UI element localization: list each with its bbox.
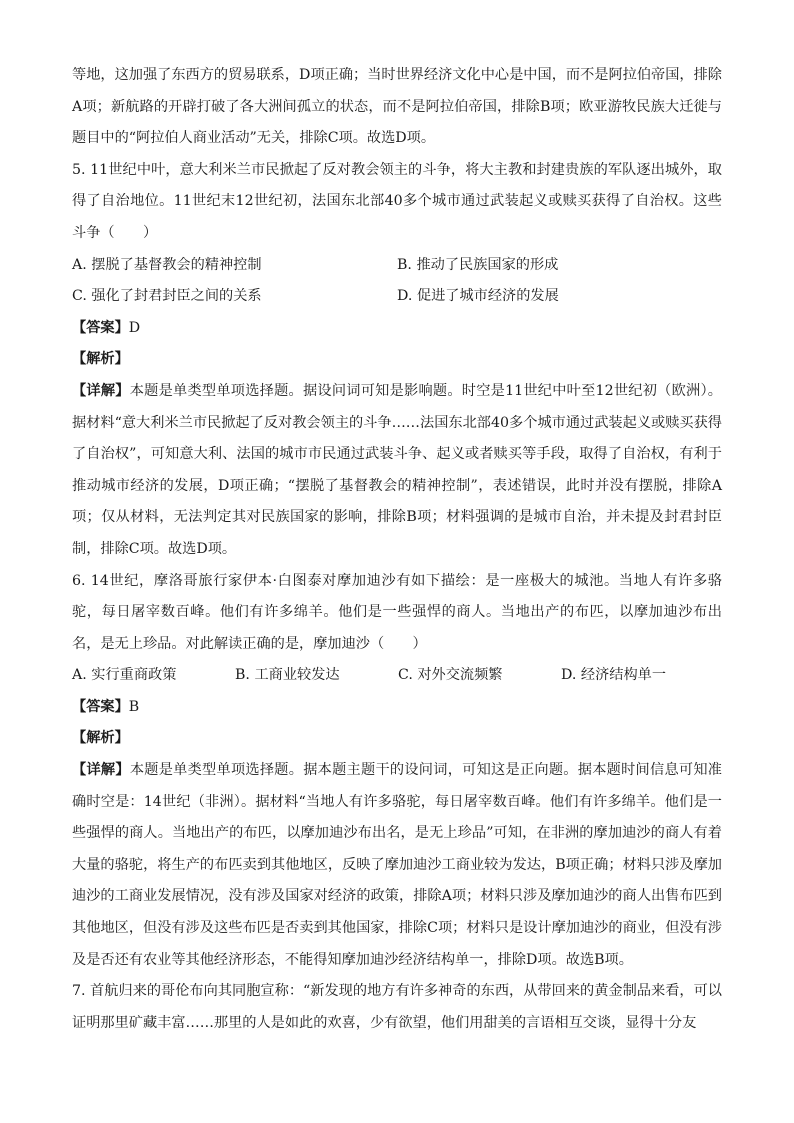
question-5-analysis-heading — [72, 344, 722, 376]
answer-value: D — [128, 319, 141, 336]
answer-value: B — [128, 698, 140, 715]
question-5-option-d[interactable]: D. 促进了城市经济的发展 — [397, 288, 559, 305]
question-5-option-c[interactable]: C. 强化了封君封臣之间的关系 — [72, 288, 262, 305]
detail-tag: 【详解】 — [72, 762, 130, 779]
detail-text: 本题是单类型单项选择题。据本题主题干的设问词，可知这是正向题。据本题时间信息可知准确时空是：14世纪（非洲）。据材料“当地人有许多骆驼，每日屠宰数百峰。他们有许多绵羊。他们是一些强悍的商人。当地出产的布匹，以摩加迪沙布出名，是无上珍品”可知，在非洲的摩加迪沙的商人有着大量的骆驼，将生产的布匹卖到其他地区，反映了摩加迪沙工商业较为发达，B项正确；材料只涉及摩加迪沙的工商业发展情况，没有涉及国家对经济的政策，排除A项；材料只涉及摩加迪沙的商人出售布匹到其他地区，但没有涉及这些布匹是否卖到其他国家，排除C项；材料只是设计摩加迪沙的商业，但没有涉及是否还有农业等其他经济形态，不能得知摩加迪沙经济结构单一，排除D项。故选B项。 — [72, 762, 722, 968]
question-6-option-a[interactable]: A. 实行重商政策 — [72, 667, 177, 684]
question-6-options — [72, 660, 722, 692]
analysis-tag: 【解析】 — [72, 351, 129, 368]
question-5-detail — [72, 376, 722, 566]
question-5-stem: 5. 11世纪中叶，意大利米兰市民掀起了反对教会领主的斗争，将大主教和封建贵族的军队逐出城外，取得了自治地位。11世纪末12世纪初，法国东北部40多个城市通过武装起义或赎买获得了自治权。这些斗争（ ） — [72, 161, 722, 241]
question-6-option-b[interactable]: B. 工商业较发达 — [235, 667, 340, 684]
question-5-options — [72, 250, 722, 313]
analysis-tag: 【解析】 — [72, 730, 129, 747]
question-7-stem: 7. 首航归来的哥伦布向其同胞宣称：“新发现的地方有许多神奇的东西，从带回来的黄金制品来看，可以证明那里矿藏丰富……那里的人是如此的欢喜，少有欲望，他们用甜美的言语相互交谈，显得十分友 — [72, 983, 722, 1031]
question-6-stem: 6. 14世纪，摩洛哥旅行家伊本·白图泰对摩加迪沙有如下描绘：是一座极大的城池。当地人有许多骆驼，每日屠宰数百峰。他们有许多绵羊。他们是一些强悍的商人。当地出产的布匹，以摩加迪沙布出名，是无上珍品。对此解读正确的是，摩加迪沙（ ） — [72, 572, 722, 652]
question-5-option-a[interactable]: A. 摆脱了基督教会的精神控制 — [72, 256, 262, 273]
question-6-answer — [72, 692, 722, 724]
detail-tag: 【详解】 — [72, 382, 130, 399]
paragraph-prev-analysis-end: 等地，这加强了东西方的贸易联系，D项正确；当时世界经济文化中心是中国，而不是阿拉伯帝国，排除A项；新航路的开辟打破了各大洲间孤立的状态，而不是阿拉伯帝国，排除B项；欧亚游牧民族大迁徙与题目中的“阿拉伯人商业活动”无关，排除C项。故选D项。 — [72, 67, 722, 147]
document-page — [72, 60, 722, 1039]
answer-tag: 【答案】 — [72, 698, 129, 715]
question-6-analysis-heading — [72, 723, 722, 755]
question-6-detail — [72, 755, 722, 976]
question-6-option-d[interactable]: D. 经济结构单一 — [561, 667, 667, 684]
question-5-answer — [72, 313, 722, 345]
question-5-option-b[interactable]: B. 推动了民族国家的形成 — [397, 256, 559, 273]
detail-text: 本题是单类型单项选择题。据设问词可知是影响题。时空是11世纪中叶至12世纪初（欧洲）。据材料“意大利米兰市民掀起了反对教会领主的斗争……法国东北部40多个城市通过武装起义或赎买获得了自治权”，可知意大利、法国的城市市民通过武装斗争、起义或者赎买等手段，取得了自治权，有利于推动城市经济的发展，D项正确；“摆脱了基督教会的精神控制”，表述错误，此时并没有摆脱，排除A项；仅从材料，无法判定其对民族国家的影响，排除B项；材料强调的是城市自治，并未提及封君封臣制，排除C项。故选D项。 — [72, 382, 722, 557]
question-6-option-c[interactable]: C. 对外交流频繁 — [398, 667, 503, 684]
answer-tag: 【答案】 — [72, 319, 129, 336]
